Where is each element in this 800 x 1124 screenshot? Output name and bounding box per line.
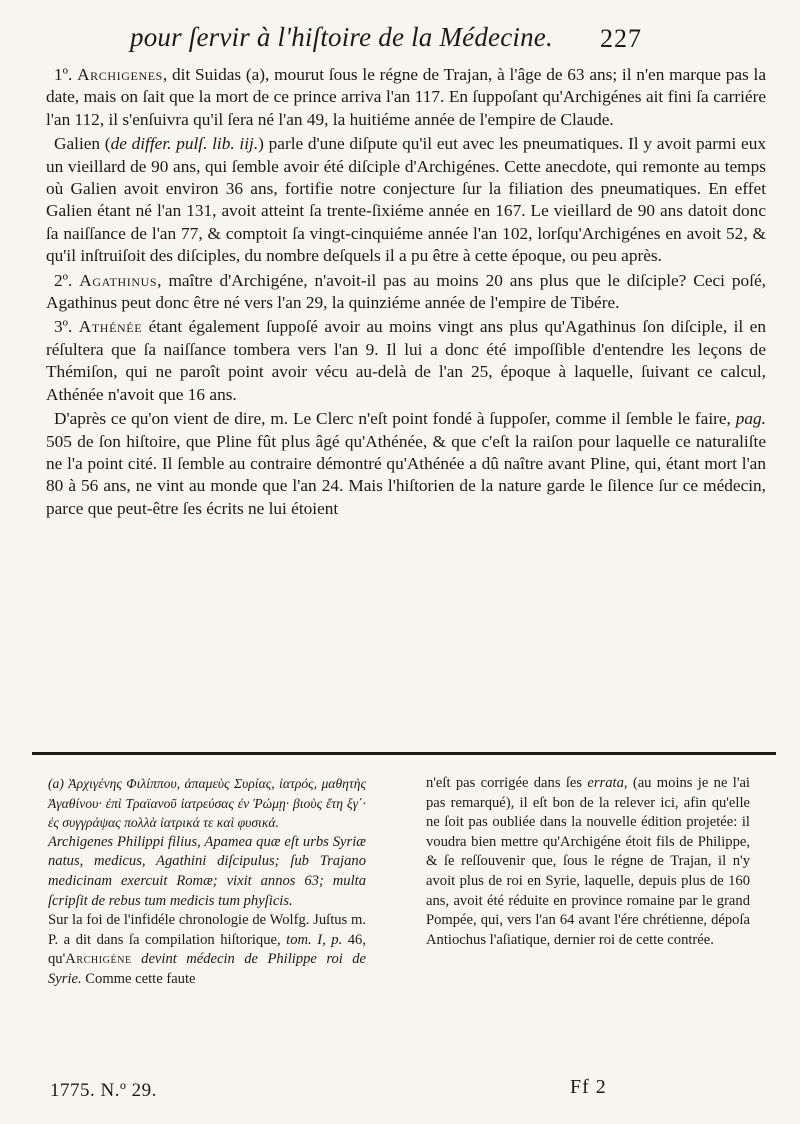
footnote-text: , (au moins je ne l'ai pas remarqué), il eſt bon de la relever ici, afin qu'elle ne ſoit pas oubliée dans la nouvelle édition projetée: il voudra bien mettre qu'Archigéne étoit fils de Philippe, & ſe reſſouvenir que, ſous le régne de Trajan, il n'y avoit plus de roi en Syrie, laquelle, depuis plus de 160 ans, avoit été réduite en province romaine par le grand Pompée, qui, vers l'an 64 avant l'ére chrétienne, dépoſa Antiochus l'aſiatique, dernier roi de cette contrée. bbox=[426, 775, 750, 948]
paragraph-lead: D'après ce qu'on vient de dire, m. Le Clerc n'eſt point fondé à ſuppoſer, comme il ſemble le faire, bbox=[54, 409, 736, 429]
footnote-divider bbox=[32, 752, 776, 755]
running-head bbox=[0, 22, 800, 62]
paragraph-number: 1º. bbox=[54, 65, 73, 84]
page-number: 227 bbox=[600, 24, 642, 53]
footnote-french bbox=[48, 911, 366, 989]
footnote-greek: (a) Ἀρχιγένης Φιλίππου, ἀπαμεὺς Συρίας, ἰατρός, μαθητὴς Ἀγαθίνου· ἐπὶ Τραϊανοῦ ἰατρεύσας ἐν Ῥώμῃ· βιοὺς ἔτη ξγ΄· ἐς συγγράψας πολλὰ ἰατρικά τε καὶ φυσικά. bbox=[48, 776, 366, 831]
errata-word: errata bbox=[587, 775, 624, 791]
paragraph-agathinus bbox=[46, 270, 766, 315]
main-text bbox=[46, 64, 766, 520]
paragraph-text: , dit Suidas (a), mourut ſous le régne de Trajan, à l'âge de 63 ans; il n'en marque pas la date, mais on ſait que la mort de ce prince arriva l'an 117. En ſuppoſant qu'Archigénes ait fini ſa carriére l'an 112, il s'enſuivra qu'il ſera né l'an 49, la huitiéme année de l'empire de Claude. bbox=[46, 65, 766, 129]
footnote-text: 46, qu' bbox=[48, 931, 366, 968]
paragraph-text: , maître d'Archigéne, n'avoit-il pas au moins 20 ans plus que le diſciple? Ceci poſé, Agathinus peut donc être né vers l'an 29, la quinziéme année de l'empire de Tibére. bbox=[46, 270, 766, 313]
person-name: Archigenes bbox=[77, 65, 163, 84]
paragraph-galien bbox=[46, 133, 766, 267]
person-name: Athénée bbox=[78, 317, 143, 337]
paragraph-text: 505 de ſon hiſtoire, que Pline fût plus âgé qu'Athénée, & que c'eſt la raiſon pour laquelle ce naturaliſte ne l'a point cité. Il ſemble au contraire démontré qu'Athénée a dû naître avant Pline, qui, étant mort l'an 80 à 56 ans, ne vint au monde que l'an 24. Mais l'hiſtorien de la nature garde le ſilence ſur ce médecin, parce que peut-être ſes écrits ne lui étoient bbox=[46, 431, 766, 518]
footnote-left-column bbox=[48, 774, 366, 990]
footnote-italic: devint médecin de Philippe roi de Syrie. bbox=[48, 951, 366, 987]
paragraph-text: étant également ſuppoſé avoir au moins vingt ans plus qu'Agathinus ſon diſciple, il en réſultera que ſa naiſſance tombera vers l'an 9. Il lui a donc été impoſſible d'entendre les leçons de Thémiſon, qui ne paroît point avoir vécu au-delà de l'an 25, époque à laquelle, ſuivant ce calcul, Athénée n'avoit que 16 ans. bbox=[46, 317, 766, 404]
footnote-continuation bbox=[426, 774, 750, 950]
signature-mark: Ff 2 bbox=[570, 1076, 607, 1098]
paragraph-le-clerc bbox=[46, 408, 766, 520]
footnote-text: Comme cette faute bbox=[81, 970, 196, 987]
person-name: Archigéne bbox=[65, 951, 132, 968]
footnote-right-column bbox=[426, 774, 750, 950]
paragraph-text: ) parle d'une diſpute qu'il eut avec les pneumatiques. Il y avoit parmi eux un vieillard de 90 ans, qui ſemble avoir été diſciple d'Archigénes. Cette anecdote, qui remonte au temps où Galien avoit environ 36 ans, fortifie notre conjecture ſur la filiation des pneumatiques. En effet Galien étant né l'an 131, avoit atteint ſa trente-ſixiéme année en 167. Le vieillard de 90 ans datoit donc ſa naiſſance de l'an 77, & comptoit ſa vingt-cinquiéme année l'an 102, lorſqu'Archigénes en avoit 52, & qu'il inſtruiſoit des diſciples, du nombre deſquels il a pu être à cette époque, ou peu après. bbox=[46, 134, 766, 266]
citation: tom. I, p. bbox=[286, 931, 343, 948]
paragraph-lead: Galien ( bbox=[54, 134, 111, 154]
paragraph-number: 3º. bbox=[54, 317, 73, 337]
citation: pag. bbox=[735, 409, 766, 429]
person-name: Agathinus bbox=[79, 270, 158, 290]
citation: de differ. pulſ. lib. iij. bbox=[110, 134, 259, 154]
paragraph-athenee bbox=[46, 316, 766, 406]
issue-number: 1775. N.º 29. bbox=[50, 1080, 157, 1101]
footnote-latin: Archigenes Philippi filius, Apamea quæ eſt urbs Syriæ natus, medicus, Agathini diſcipulus; ſub Trajano medicinam exercuit Romæ; vixit annos 63; multa ſcripſit de rebus tum medicis tum phyſicis. bbox=[48, 833, 366, 909]
footnote-text: n'eſt pas corrigée dans ſes bbox=[426, 775, 588, 791]
footnote-text: Sur la foi de l'infidéle chronologie de Wolfg. Juſtus m. P. a dit dans ſa compilation hiſtorique, bbox=[48, 912, 366, 948]
paragraph-archigenes bbox=[46, 64, 766, 131]
running-title: pour ſervir à l'hiſtoire de la Médecine. bbox=[130, 22, 553, 52]
paragraph-number: 2º. bbox=[54, 270, 73, 290]
